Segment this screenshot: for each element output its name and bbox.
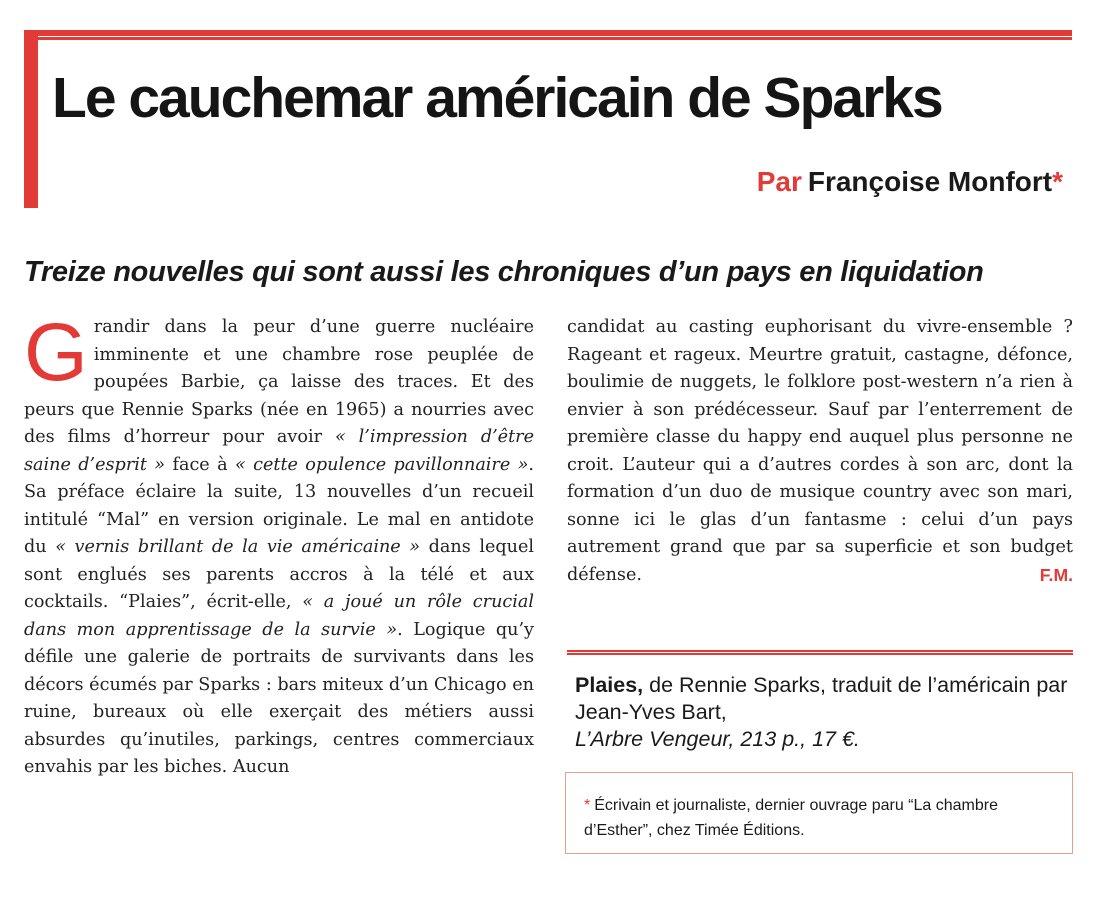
body-paragraph (24, 307, 535, 782)
body-text: dans lequel sont englués ses parents accros à la télé et aux cocktails. “Plaies”, écrit-elle, (24, 537, 535, 612)
article-title: Le cauchemar américain de Sparks (52, 66, 942, 130)
book-publisher: L’Arbre Vengeur, 213 p., 17 €. (575, 727, 860, 751)
author-name: Françoise Monfort (807, 166, 1053, 197)
body-column-left (24, 307, 535, 782)
side-red-bar (24, 30, 38, 208)
drop-cap: G (24, 307, 88, 398)
body-paragraph (567, 314, 1073, 589)
book-info-rule (567, 650, 1073, 655)
byline-prefix: Par (756, 166, 802, 197)
quote: « vernis brillant de la vie américaine » (55, 537, 421, 557)
quote: « cette opulence pavillonnaire » (234, 454, 529, 475)
body-text: . Logique qu’y défile une galerie de portraits de survivants dans les décors écumés par Sparks : bars miteux d’un Chicago en ruine, bureaux où elle exerçait des métiers aussi absurdes qu’inutiles, parkings, centres commerciaux envahis par les biches. Aucun (24, 619, 534, 777)
body-column-right (567, 314, 1073, 589)
author-initials: F.M. (1039, 564, 1073, 585)
top-red-rule (24, 30, 1072, 40)
body-text: face à (165, 454, 235, 475)
body-text: . Sa préface éclaire la suite, 13 nouvelles d’un recueil intitulé “Mal” en version originale. Le mal en antidote du (24, 454, 534, 557)
body-text: randir dans la peur d’une guerre nucléaire imminente et une chambre rose peuplée de poupées Barbie, ça laisse des traces. Et des peurs que Rennie Sparks (née en 1965) a nourries avec des films d’horreur pour avoir (24, 317, 534, 447)
note-text: Écrivain et journaliste, dernier ouvrage paru “La chambre d’Esther”, chez Timée Éditions. (584, 797, 998, 839)
article-subtitle: Treize nouvelles qui sont aussi les chroniques d’un pays en liquidation (24, 256, 984, 288)
quote: « a joué un rôle crucial dans mon apprentissage de la survie » (24, 592, 534, 640)
note-star: * (584, 797, 591, 814)
author-note (584, 793, 1064, 843)
book-info (575, 672, 1075, 753)
book-title: Plaies, (575, 673, 644, 697)
author-footnote-mark: * (1052, 166, 1063, 197)
body-text: candidat au casting euphorisant du vivre-ensemble ? Rageant et rageux. Meurtre gratuit, castagne, défonce, boulimie de nuggets, le folklore post-western n’a rien à envier à son prédécesseur. Sauf par l’enterrement de première classe du happy end auquel plus personne ne croit. L’auteur qui a d’autres cordes à son arc, dont la formation d’un duo de musique country avec son mari, sonne ici le glas d’un fantasme : celui d’un pays autrement grand que par sa superficie et son budget défense. (567, 317, 1073, 585)
book-details: de Rennie Sparks, traduit de l’américain par Jean-Yves Bart, (575, 673, 1068, 724)
byline (757, 168, 1063, 196)
author-note-box (565, 772, 1073, 854)
quote: « l’impression d’être saine d’esprit » (24, 427, 534, 475)
